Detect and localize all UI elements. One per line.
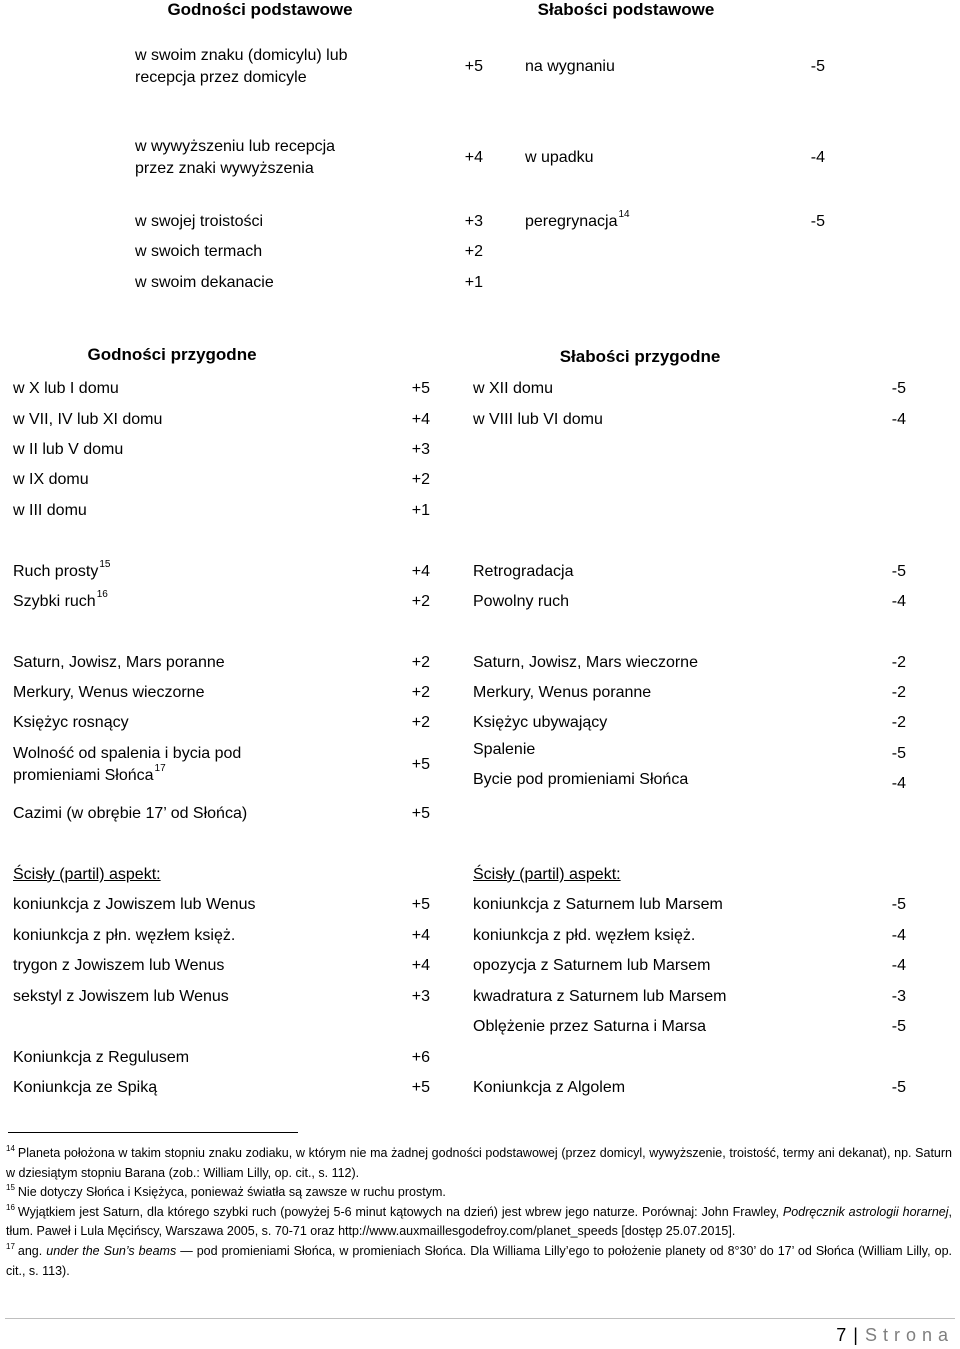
- solar-dignity-label: [13, 763, 166, 786]
- aspect-dignity-label: sekstyl z Jowiszem lub Wenus: [13, 988, 229, 1005]
- house-dignity-label: w III domu: [13, 502, 87, 519]
- accidental-dignities-heading: Godności przygodne: [87, 345, 257, 364]
- footnote-number: 17: [6, 1241, 15, 1251]
- star-dignity-label: Koniunkcja z Regulusem: [13, 1049, 190, 1066]
- under-sunbeams-score: -4: [891, 775, 906, 792]
- motion-debility-score: -5: [891, 563, 906, 580]
- star-debility-score: -5: [891, 1079, 906, 1096]
- footnote-marker: 16: [96, 589, 108, 600]
- footnote: [6, 1203, 952, 1242]
- house-debility-score: -4: [891, 411, 906, 428]
- essential-dignity-score: +1: [464, 274, 483, 291]
- aspect-dignity-score: +4: [411, 927, 430, 944]
- essential-debility-score: -4: [810, 149, 825, 166]
- footnote-number: 15: [6, 1183, 15, 1193]
- essential-dignity-label: w swoich termach: [135, 243, 263, 260]
- footnote-number: 16: [6, 1202, 15, 1212]
- cazimi-label: Cazimi (w obrębie 17’ od Słońca): [13, 805, 248, 822]
- solar-debility-score: -2: [891, 714, 906, 731]
- house-dignity-label: w II lub V domu: [13, 441, 124, 458]
- solar-dignity-score: +2: [411, 654, 430, 671]
- footnote: [6, 1144, 952, 1183]
- essential-debility-score: -5: [810, 213, 825, 230]
- besiegement-label: Oblężenie przez Saturna i Marsa: [473, 1018, 706, 1035]
- aspects-dignity-heading: Ścisły (partil) aspekt:: [13, 866, 161, 883]
- aspect-debility-label: koniunkcja z Saturnem lub Marsem: [473, 896, 723, 913]
- footnote-text: Wyjątkiem jest Saturn, dla którego szybki ruch (powyżej 5-6 minut kątowych na dzień) jest wbrew jego naturze. Porównaj: John Frawley,: [17, 1204, 783, 1219]
- page-footer: [836, 1323, 954, 1347]
- footnote-marker: 15: [99, 559, 111, 570]
- essential-dignity-label: przez znaki wywyższenia: [135, 160, 314, 177]
- house-dignity-score: +3: [411, 441, 430, 458]
- solar-dignity-label: Wolność od spalenia i bycia pod: [13, 745, 242, 762]
- combustion-label: Spalenie: [473, 741, 536, 758]
- house-dignity-score: +1: [411, 502, 430, 519]
- footnote-text: , tłum. Paweł i Lula Męcińscy, Warszawa 2005, s. 70-71 oraz http://www.auxmaillesgodefroy.com/planet_speeds [dostęp 25.07.2015].: [6, 1204, 952, 1239]
- essential-dignity-label: w swoim dekanacie: [135, 274, 274, 291]
- solar-dignity-label: Merkury, Wenus wieczorne: [13, 684, 205, 701]
- aspect-debility-label: kwadratura z Saturnem lub Marsem: [473, 988, 727, 1005]
- footnote-marker: 17: [154, 763, 166, 774]
- motion-debility-label: Powolny ruch: [473, 593, 570, 610]
- house-debility-score: -5: [891, 380, 906, 397]
- footnote-text: — pod promieniami Słońca, w promieniach Słońca. Dla Williama Lilly’ego to położenie planety od 8°30’ do 17’ od Słońca (William Lilly, op. cit., s. 113).: [6, 1243, 952, 1278]
- footer-separator: |: [853, 1325, 858, 1345]
- house-dignity-label: w VII, IV lub XI domu: [13, 411, 163, 428]
- motion-dignity-score: +2: [411, 593, 430, 610]
- essential-debility-score: -5: [810, 58, 825, 75]
- footnote-english-term: under the Sun’s beams: [46, 1243, 177, 1258]
- motion-dignity-score: +4: [411, 563, 430, 580]
- motion-dignity-label: [13, 559, 111, 582]
- house-dignity-score: +2: [411, 471, 430, 488]
- footnotes: [6, 1144, 952, 1281]
- essential-dignity-label: w swojej troistości: [135, 213, 264, 230]
- essential-dignity-label: w wywyższeniu lub recepcja: [135, 138, 336, 155]
- solar-dignity-label: Księżyc rosnący: [13, 714, 129, 731]
- motion-debility-label: Retrogradacja: [473, 563, 574, 580]
- house-dignity-score: +5: [411, 380, 430, 397]
- aspect-debility-score: -3: [891, 988, 906, 1005]
- footnote: [6, 1183, 952, 1203]
- footnote-text: Planeta położona w takim stopniu znaku zodiaku, w którym nie ma żadnej godności podstawowej (przez domicyl, wywyższenie, troistość, termy ani dekanat), np. Saturn w dziesiątym stopniu Barana (zob.: William Lilly, op. cit., s. 112).: [6, 1146, 952, 1180]
- solar-debility-label: Merkury, Wenus poranne: [473, 684, 652, 701]
- essential-debility-label: [525, 209, 630, 232]
- aspect-dignity-label: koniunkcja z Jowiszem lub Wenus: [13, 896, 256, 913]
- star-dignity-score: +6: [411, 1049, 430, 1066]
- star-dignity-score: +5: [411, 1079, 430, 1096]
- footnote-text: Nie dotyczy Słońca i Księżyca, ponieważ światła są zawsze w ruchu prostym.: [17, 1185, 446, 1200]
- besiegement-score: -5: [891, 1018, 906, 1035]
- solar-dignity-text: promieniami Słońca: [13, 767, 154, 784]
- footnote-marker: 14: [618, 209, 630, 220]
- solar-dignity-score: +5: [411, 756, 430, 773]
- footnote-number: 14: [6, 1144, 15, 1153]
- essential-dignity-score: +4: [464, 149, 483, 166]
- footnote-text: ang.: [17, 1243, 47, 1258]
- aspect-dignity-label: koniunkcja z płn. węzłem księż.: [13, 927, 236, 944]
- essential-debility-label: w upadku: [525, 149, 594, 166]
- combustion-score: -5: [891, 745, 906, 762]
- essential-debility-text: peregrynacja: [525, 213, 618, 230]
- essential-debilities-heading: Słabości podstawowe: [537, 0, 715, 19]
- solar-debility-label: Księżyc ubywający: [473, 714, 608, 731]
- star-dignity-label: Koniunkcja ze Spiką: [13, 1079, 158, 1096]
- house-dignity-label: w X lub I domu: [13, 380, 119, 397]
- aspect-dignity-score: +3: [411, 988, 430, 1005]
- aspect-debility-label: koniunkcja z płd. węzłem księż.: [473, 927, 696, 944]
- star-debility-label: Koniunkcja z Algolem: [473, 1079, 626, 1096]
- house-debility-label: w VIII lub VI domu: [473, 411, 603, 428]
- essential-dignity-label: w swoim znaku (domicylu) lub: [135, 47, 348, 64]
- solar-dignity-score: +2: [411, 684, 430, 701]
- essential-dignity-score: +3: [464, 213, 483, 230]
- footnote-separator: [8, 1132, 298, 1133]
- motion-debility-score: -4: [891, 593, 906, 610]
- essential-debility-label: na wygnaniu: [525, 58, 615, 75]
- footnote: [6, 1242, 952, 1281]
- solar-dignity-score: +2: [411, 714, 430, 731]
- house-dignity-label: w IX domu: [13, 471, 89, 488]
- aspect-dignity-score: +4: [411, 957, 430, 974]
- essential-dignity-score: +5: [464, 58, 483, 75]
- solar-debility-label: Saturn, Jowisz, Mars wieczorne: [473, 654, 698, 671]
- motion-dignity-text: Szybki ruch: [13, 593, 96, 610]
- aspect-debility-score: -4: [891, 927, 906, 944]
- page-label: Strona: [864, 1325, 954, 1345]
- motion-dignity-label: [13, 589, 108, 612]
- essential-dignity-score: +2: [464, 243, 483, 260]
- house-dignity-score: +4: [411, 411, 430, 428]
- aspect-dignity-score: +5: [411, 896, 430, 913]
- aspect-dignity-label: trygon z Jowiszem lub Wenus: [13, 957, 225, 974]
- aspect-debility-label: opozycja z Saturnem lub Marsem: [473, 957, 711, 974]
- house-debility-label: w XII domu: [473, 380, 554, 397]
- solar-dignity-label: Saturn, Jowisz, Mars poranne: [13, 654, 225, 671]
- footer-rule: [5, 1318, 955, 1319]
- footnote-book-title: Podręcznik astrologii horarnej: [782, 1204, 949, 1219]
- accidental-debilities-heading: Słabości przygodne: [559, 347, 721, 366]
- cazimi-score: +5: [411, 805, 430, 822]
- under-sunbeams-label: Bycie pod promieniami Słońca: [473, 771, 689, 788]
- page-number: 7: [836, 1325, 847, 1345]
- aspect-debility-score: -5: [891, 896, 906, 913]
- aspect-debility-score: -4: [891, 957, 906, 974]
- essential-dignity-label: recepcja przez domicyle: [135, 69, 307, 86]
- motion-dignity-text: Ruch prosty: [13, 563, 99, 580]
- solar-debility-score: -2: [891, 654, 906, 671]
- aspects-debility-heading: Ścisły (partil) aspekt:: [473, 866, 621, 883]
- essential-dignities-heading: Godności podstawowe: [167, 0, 353, 19]
- solar-debility-score: -2: [891, 684, 906, 701]
